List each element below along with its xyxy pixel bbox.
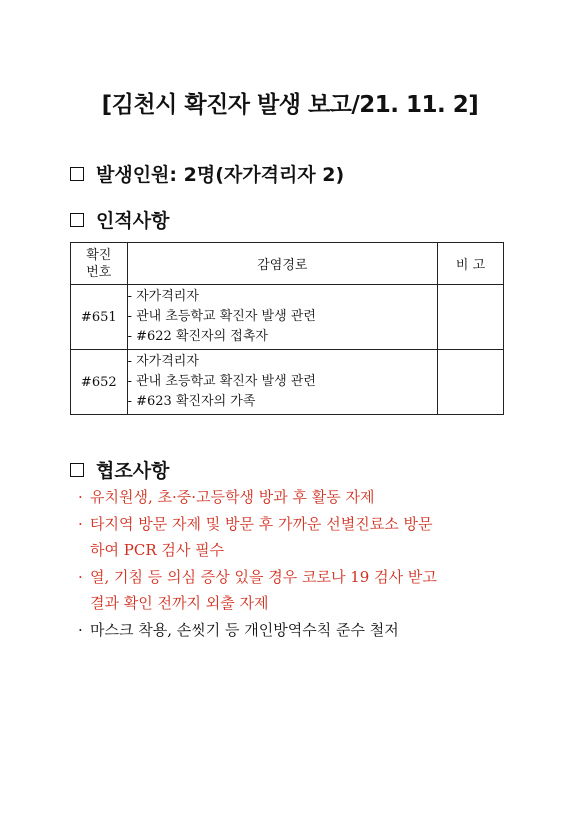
table-header-row: [71, 243, 504, 285]
list-item: [78, 564, 518, 616]
cases-table: [70, 242, 504, 415]
list-item-text: 유치원생, 초·중·고등학생 방과 후 활동 자제: [90, 488, 375, 506]
cooperation-list: [78, 484, 518, 644]
list-item: [78, 511, 518, 563]
checkbox-icon: [70, 167, 84, 181]
header-case-number-line2: 번호: [86, 264, 112, 280]
header-infection-route: 감염경로: [127, 243, 437, 285]
case-number: #652: [71, 350, 128, 415]
header-case-number-line1: 확진: [86, 247, 112, 263]
route-line: - 자가격리자: [127, 354, 199, 369]
checkbox-icon: [70, 213, 84, 227]
section-personal-info-label: 인적사항: [96, 210, 170, 232]
section-occurrence-label: 발생인원: 2명(자가격리자 2): [96, 164, 345, 186]
list-item-text: 타지역 방문 자제 및 방문 후 가까운 선별진료소 방문 하여 PCR 검사 필수: [90, 515, 433, 559]
list-item-text: 마스크 착용, 손씻기 등 개인방역수칙 준수 철저: [90, 621, 399, 639]
route-line: - 자가격리자: [127, 289, 199, 304]
header-case-number: [71, 243, 128, 285]
section-occurrence: [70, 160, 344, 187]
bullet-dot-icon: ·: [78, 568, 83, 586]
section-cooperation-label: 협조사항: [96, 460, 170, 482]
table-row: [71, 285, 504, 350]
route-line: - 관내 초등학교 확진자 발생 관련: [127, 309, 316, 324]
table-row: [71, 350, 504, 415]
checkbox-icon: [70, 463, 84, 477]
infection-route: [127, 350, 437, 415]
list-item: [78, 484, 518, 510]
route-line: - #623 확진자의 가족: [127, 394, 256, 409]
bullet-dot-icon: ·: [78, 621, 83, 639]
list-item: [78, 617, 518, 643]
bullet-dot-icon: ·: [78, 515, 83, 533]
route-line: - 관내 초등학교 확진자 발생 관련: [127, 374, 316, 389]
list-item-text: 열, 기침 등 의심 증상 있을 경우 코로나 19 검사 받고 결과 확인 전까지 외출 자제: [90, 568, 437, 612]
route-line: - #622 확진자의 접촉자: [127, 329, 268, 344]
section-cooperation: [70, 456, 169, 483]
report-title: [김천시 확진자 발생 보고/21. 11. 2]: [101, 92, 479, 118]
section-personal-info: [70, 206, 169, 233]
header-note: 비 고: [438, 243, 504, 285]
infection-route: [127, 285, 437, 350]
note-cell: [438, 350, 504, 415]
note-cell: [438, 285, 504, 350]
case-number: #651: [71, 285, 128, 350]
bullet-dot-icon: ·: [78, 488, 83, 506]
